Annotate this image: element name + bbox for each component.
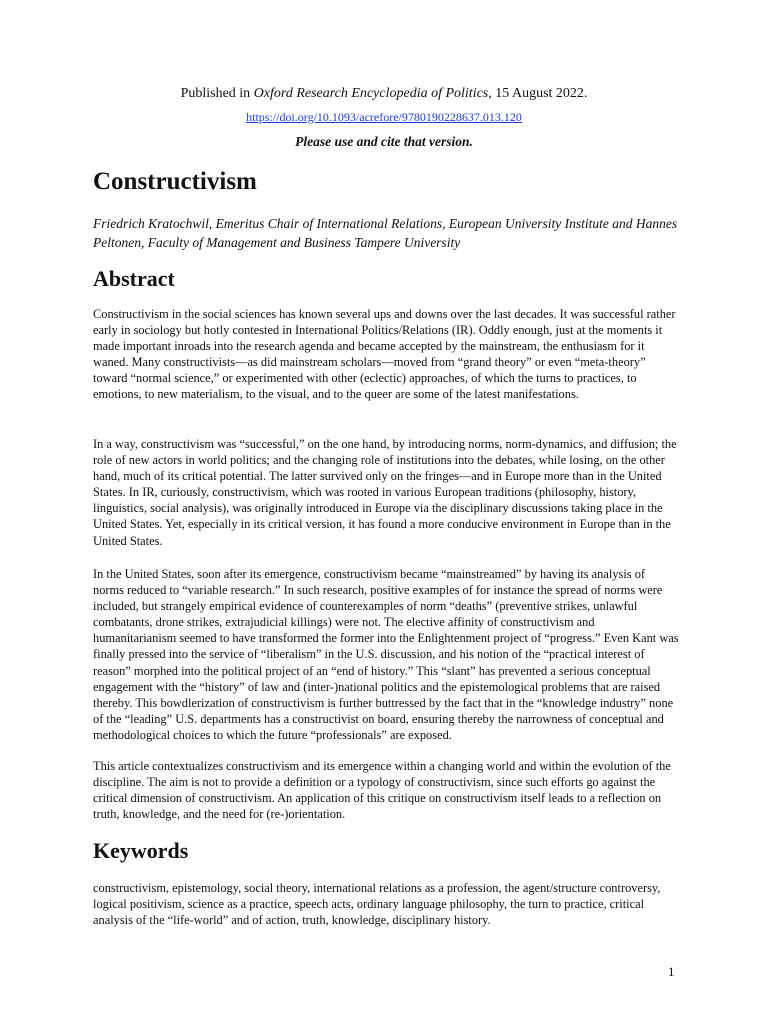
page-number: 1 xyxy=(668,964,675,979)
doi-link[interactable]: https://doi.org/10.1093/acrefore/9780190228637.013.120 xyxy=(246,110,522,124)
publication-line xyxy=(0,86,768,102)
keywords-heading: Keywords xyxy=(93,838,189,863)
published-prefix: Published in xyxy=(180,86,254,101)
abstract-heading: Abstract xyxy=(93,266,175,291)
published-date: , 15 August 2022. xyxy=(488,86,588,101)
abstract-paragraph-1: Constructivism in the social sciences has known several ups and downs over the last decades. It was successful rather early in sociology but hotly contested in International Politics/Relations (IR). Oddly enough, just at the moments it made important inroads into the research agenda and became accepted by the mainstream, the enthusiasm for it waned. Many constructivists—as did mainstream scholars—moved from “grand theory” or even “meta-theory” toward “normal science,” or experimented with other (eclectic) approaches, of which the turns to practices, to emotions, to new materialism, to the visual, and to the queer are some of the latest manifestations. xyxy=(93,307,676,402)
article-title: Constructivism xyxy=(93,168,257,195)
abstract-paragraph-4: This article contextualizes constructivism and its emergence within a changing world and within the evolution of the discipline. The aim is not to provide a definition or a typology of constructivism, since such efforts go against the critical dimension of constructivism. An application of this critique on constructivism itself leads to a reflection on truth, knowledge, and the need for (re-)orientation. xyxy=(93,759,671,822)
abstract-paragraph-3: In the United States, soon after its emergence, constructivism became “mainstreamed” by having its analysis of norms reduced to “variable research.” In such research, positive examples of for instance the spread of norms were included, but strangely empirical evidence of counterexamples of norm “deaths” (preventive strikes, unlawful combatants, drone strikes, extrajudicial killings) were not. The elective affinity of constructivism and humanitarianism seemed to have transformed the former into the Enlightenment project of “progress.” Even Kant was finally pressed into the service of “liberalism” in the U.S. discussion, and his notion of the “practical interest of reason” morphed into the political project of an “end of history.” This “slant” has prevented a serious conceptual engagement with the “history” of law and (inter-)national politics and the epistemological problems that are raised thereby. This bowdlerization of constructivism is further buttressed by the fact that in the “knowledge industry” none of the “leading” U.S. departments has a constructivist on board, ensuring thereby the narrowness of conceptual and methodological choices to which the future “professionals” are exposed. xyxy=(93,567,679,742)
keywords-text: constructivism, epistemology, social theory, international relations as a profession, the agent/structure controversy, logical positivism, science as a practice, speech acts, ordinary language philosophy, the turn to practice, critical analysis of the “life-world” and of action, truth, knowledge, disciplinary history. xyxy=(93,881,661,928)
abstract-paragraph-2: In a way, constructivism was “successful,” on the one hand, by introducing norms, norm-dynamics, and diffusion; the role of new actors in world politics; and the changing role of institutions into the debates, while losing, on the other hand, much of its critical potential. The latter survived only on the fringes—and in Europe more than in the United States. In IR, curiously, constructivism, which was rooted in various European traditions (philosophy, history, linguistics, social analysis), was originally introduced in Europe via the disciplinary discussions taking place in the United States. Yet, especially in its critical version, it has found a more conducive environment in Europe than in the United States. xyxy=(93,437,677,548)
authors: Friedrich Kratochwil, Emeritus Chair of International Relations, European University Institute and Hannes Peltonen, Faculty of Management and Business Tampere University xyxy=(93,216,678,250)
cite-note: Please use and cite that version. xyxy=(295,134,473,149)
doi-line xyxy=(0,110,768,125)
journal-name: Oxford Research Encyclopedia of Politics xyxy=(253,86,489,101)
